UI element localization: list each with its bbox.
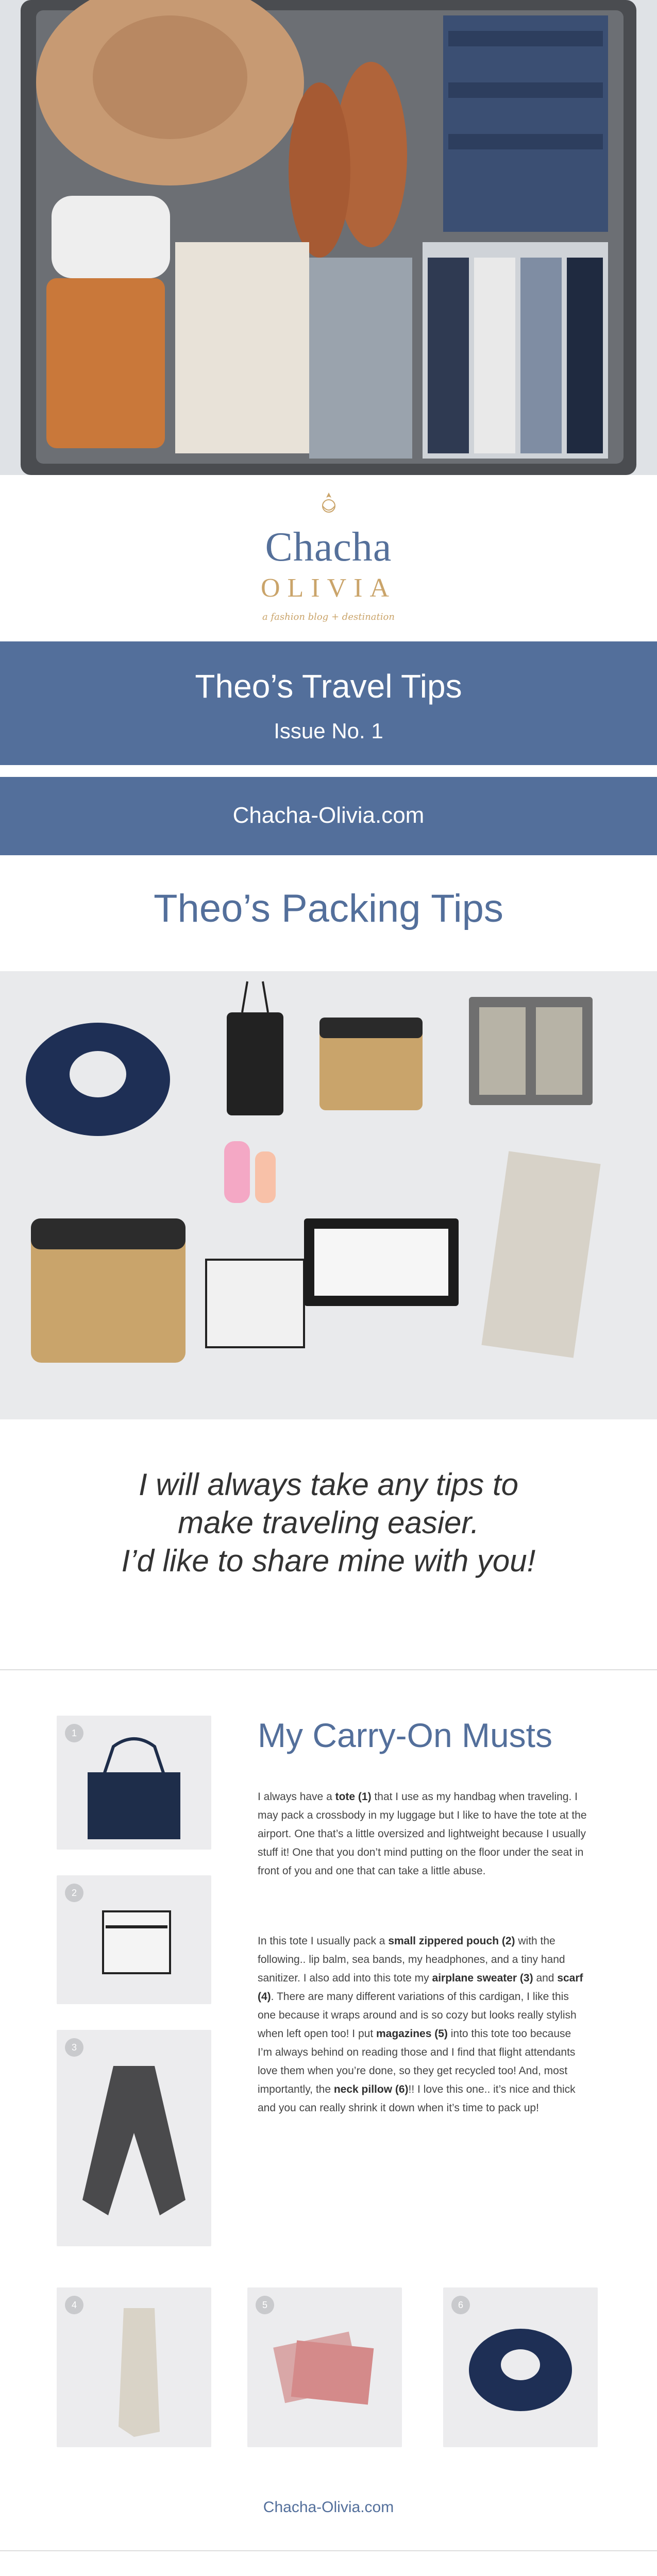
logo-block	[0, 475, 657, 639]
bold-product-mention: tote (1)	[335, 1791, 372, 1803]
product-number: 3	[65, 2038, 83, 2057]
quote-line-1: I will always take any tips to	[139, 1467, 518, 1502]
product-image-sweater	[57, 2030, 211, 2246]
quote-line-3: I’d like to share mine with you!	[121, 1544, 536, 1578]
bold-product-mention: neck pillow (6)	[333, 2083, 409, 2095]
product-image-neck-pillow	[443, 2287, 598, 2447]
product-number: 4	[65, 2296, 83, 2314]
product-image-magazines	[247, 2287, 402, 2447]
hero-suitcase-image	[0, 0, 657, 475]
packing-tips-title: Theo’s Packing Tips	[154, 887, 503, 930]
carry-on-paragraph-1: I always have a tote (1) that I use as my handbag when traveling. I may pack a crossbody in my luggage but I like to have the tote at the airport. One that’s a little oversized and lightweight because I usually stuff it! One that you don’t mind putting on the floor under the seat in front of you and one that can take a little abuse.	[258, 1791, 587, 1877]
divider	[0, 2550, 657, 2551]
quote-line-2: make traveling easier.	[178, 1505, 479, 1540]
issue-number: Issue No. 1	[274, 719, 383, 743]
product-image-scarf	[57, 2287, 211, 2447]
logo-subname: OLIVIA	[260, 573, 397, 603]
bold-product-mention: airplane sweater (3)	[432, 1972, 533, 1984]
newsletter-title: Theo’s Travel Tips	[195, 668, 462, 705]
logo-emblem-icon	[318, 490, 340, 517]
logo-name: Chacha	[265, 524, 392, 570]
site-link[interactable]: Chacha-Olivia.com	[232, 803, 425, 828]
logo-tagline: a fashion blog + destination	[262, 612, 395, 622]
url-banner	[0, 777, 657, 855]
bold-product-mention: small zippered pouch (2)	[388, 1935, 515, 1947]
site-link-footer-1[interactable]: Chacha-Olivia.com	[263, 2499, 394, 2516]
product-image-pouch	[57, 1875, 211, 2004]
intro-quote	[0, 1419, 657, 1677]
product-number: 2	[65, 1884, 83, 1902]
carry-on-paragraph-2: In this tote I usually pack a small zippered pouch (2) with the following.. lip balm, sea bands, my headphones, and a tiny hand sanitizer. I also add into this tote my airplane sweater (3) and scarf (4). There are many different variations of this cardigan, I like this one because it wraps around and is so cozy but looks really stylish when left open too! I put magazines (5) into this tote too because I’m always behind on reading those and I find that flight attendants love them when you’re done, so they get recycled too! And, most importantly, the neck pillow (6)!! I love this one.. it’s nice and thick and you can really shrink it down when it’s time to pack up!	[258, 1935, 583, 2114]
product-number: 5	[256, 2296, 274, 2314]
bold-product-mention: scarf (4)	[258, 1972, 583, 2003]
product-collage-image	[0, 971, 657, 1419]
carry-on-title: My Carry-On Musts	[258, 1716, 553, 1754]
divider	[0, 1669, 657, 1670]
product-number: 1	[65, 1724, 83, 1742]
bold-product-mention: magazines (5)	[376, 2028, 448, 2040]
title-banner	[0, 641, 657, 765]
product-image-tote	[57, 1716, 211, 1850]
product-number: 6	[451, 2296, 470, 2314]
